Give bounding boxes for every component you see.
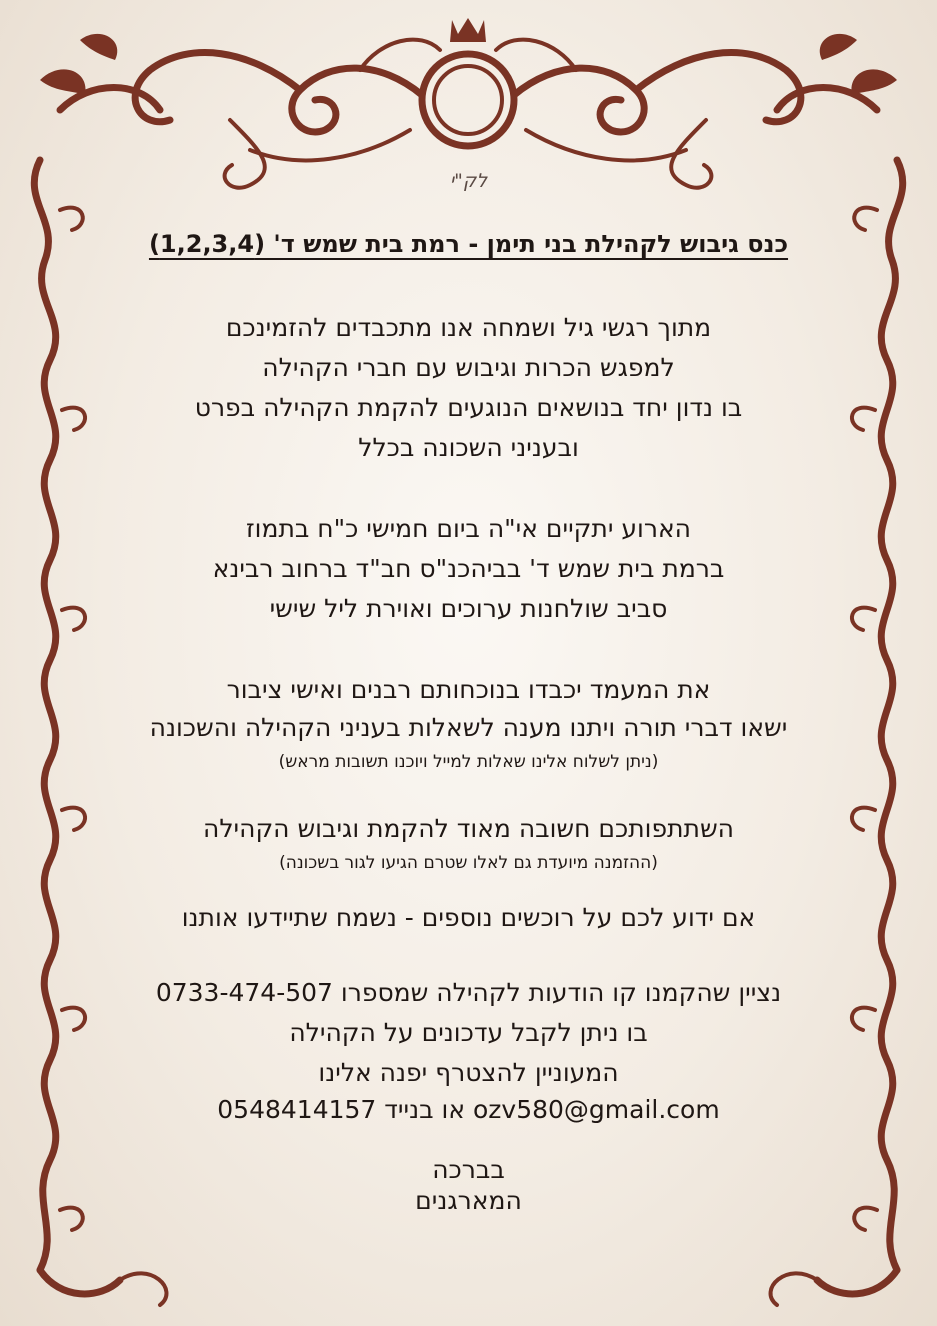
invitation-line-1: מתוך רגשי גיל ושמחה אנו מתכבדים להזמינכם <box>225 313 712 342</box>
event-line-3: סביב שולחנות ערוכים ואוירת ליל שישי <box>269 594 668 623</box>
hotline-line-2: בו ניתן לקבל עדכונים על הקהילה <box>289 1018 648 1047</box>
buyers-line: אם ידוע לכם על רוכשים נוספים - נשמח שתיידעו אותנו <box>181 903 756 932</box>
closing-signature: המארגנים <box>415 1186 522 1215</box>
importance-line: השתתפותכם חשובה מאוד להקמת וגיבוש הקהילה <box>202 814 734 843</box>
hotline-line-3: המעוניין להצטרף יפנה אלינו <box>318 1058 619 1087</box>
dedication-text: לק"י <box>449 170 488 192</box>
bottom-border-ornament <box>40 1270 897 1305</box>
page-title <box>0 230 937 258</box>
contact-or-text: או בנייד <box>384 1095 466 1124</box>
contact-email-link[interactable]: ozv580@gmail.com <box>473 1095 720 1124</box>
importance-note: (ההזמנה מיועדת גם לאלו שטרם הגיעו לגור בשכונה) <box>279 853 658 873</box>
top-crown-ornament <box>40 18 897 188</box>
invitation-line-2: למפגש הכרות וגיבוש עם חברי הקהילה <box>262 353 675 382</box>
title-text: כנס גיבוש לקהילת בני תימן - רמת בית שמש ד' (1,2,3,4) <box>148 230 789 258</box>
rabbis-line-2: ישאו דברי תורה ויתנו מענה לשאלות בעניני הקהילה והשכונה <box>149 713 788 742</box>
invitation-line-3: בו נדון יחד בנושאים הנוגעים להקמת הקהילה בפרט <box>194 393 743 422</box>
event-line-1: הארוע יתקיים אי"ה ביום חמישי כ"ח בתמוז <box>246 514 691 543</box>
contact-mobile[interactable]: 0548414157 <box>217 1095 377 1124</box>
rabbis-line-1: את המעמד יכבדו בנוכחותם רבנים ואישי ציבור <box>226 675 711 704</box>
hotline-phone[interactable]: 0733-474-507 <box>155 978 333 1007</box>
hotline-text: נציין שהקמנו קו הודעות לקהילה שמספרו <box>340 978 782 1007</box>
rabbis-note: (ניתן לשלוח אלינו שאלות למייל ויוכנו תשובות מראש) <box>278 752 659 772</box>
invitation-line-4: ובעניני השכונה בכלל <box>358 433 579 462</box>
event-line-2: ברמת בית שמש ד' בביהכנ"ס חב"ד ברחוב רבינא <box>212 554 725 583</box>
closing-blessing: בברכה <box>432 1155 505 1184</box>
hotline-line-1 <box>0 978 937 1007</box>
contact-line <box>0 1095 937 1124</box>
